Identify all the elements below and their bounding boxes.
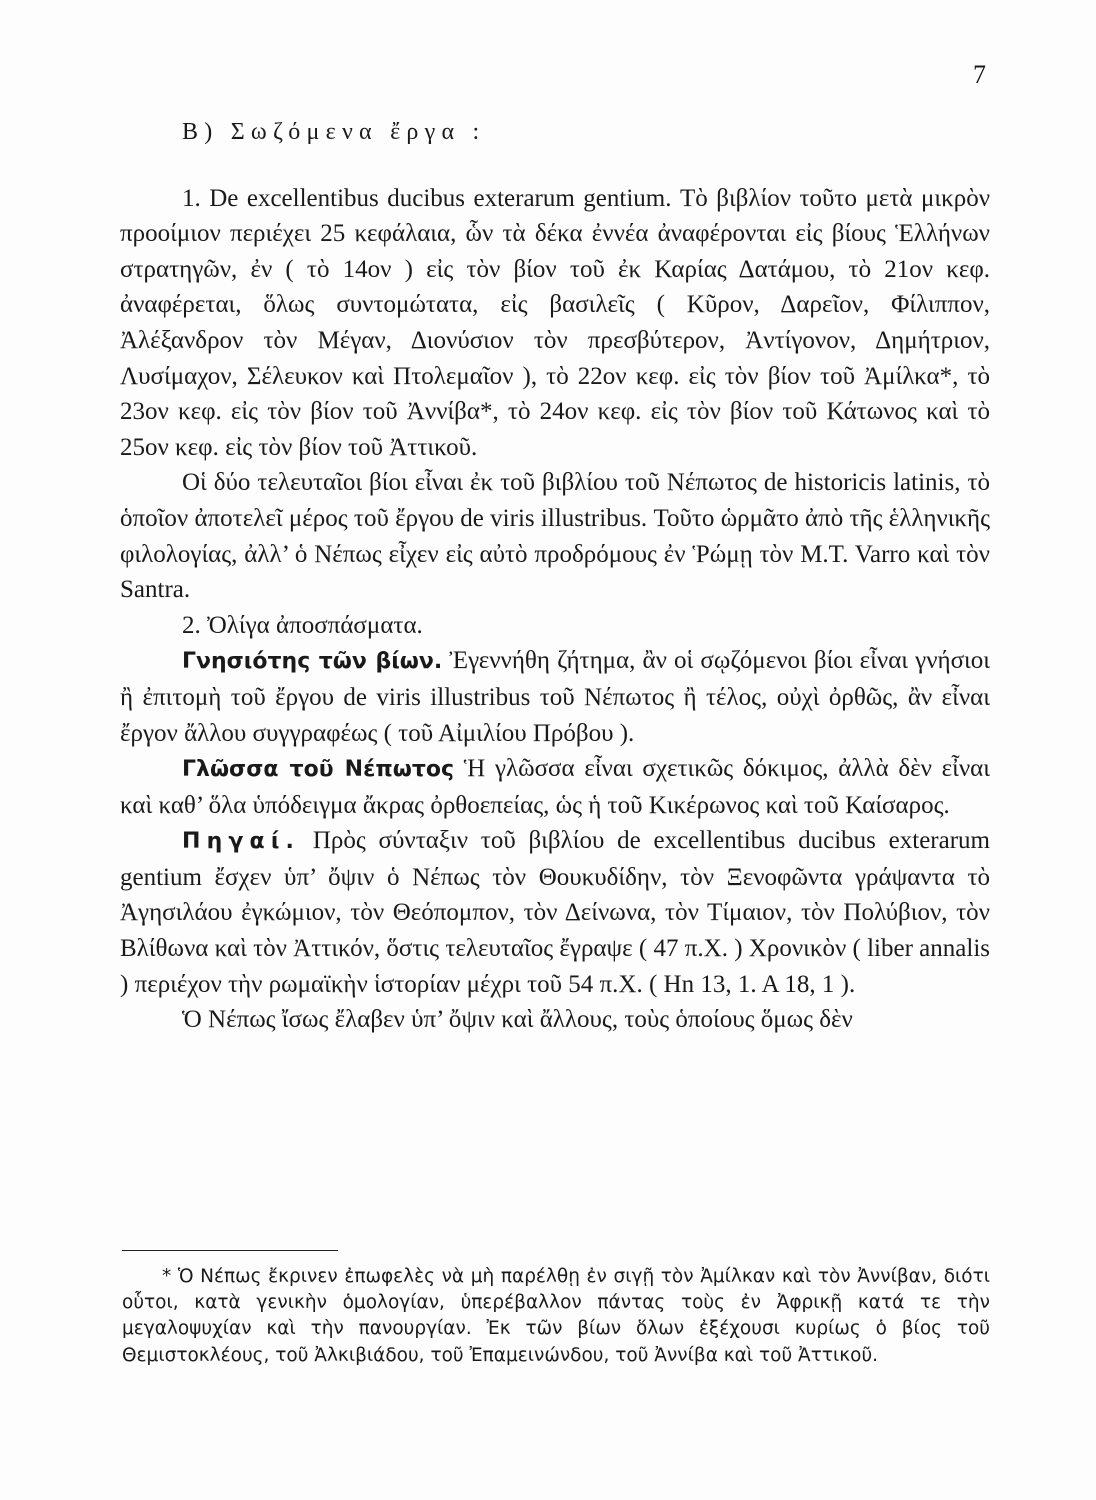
paragraph-5-body: Ἡ γλῶσσα εἶναι σχετικῶς δόκιμος, ἀλλὰ δὲν εἶναι καὶ καθ’ ὅλα ὑπόδειγμα ἄκρας ὀρθοεπείας, ὡς ἡ τοῦ Κικέρωνος καὶ τοῦ Καίσαρος. <box>120 755 991 819</box>
language-heading: Γλῶσσα τοῦ Νέπωτος <box>182 757 455 783</box>
sources-heading: Πηγαί. <box>182 829 301 855</box>
paragraph-3: 2. Ὀλίγα ἀποσπάσματα. <box>182 611 423 639</box>
footnote-block <box>122 1264 990 1369</box>
paragraph-6-body: Πρὸς σύνταξιν τοῦ βιβλίου de excellentibus ducibus exterarum gentium ἔσχεν ὑπ’ ὄψιν ὁ Νέπως τὸν Θουκυδίδην, τὸν Ξενοφῶντα γράψαντα τὸ Ἀγησιλάου ἐγκώμιον, τὸν Θεόπομπον, τὸν Δείνωνα, τὸν Τίμαιον, τὸν Πολύβιον, τὸν Βλίθωνα καὶ τὸν Ἀττικόν, ὅστις τελευταῖος ἔγραψε ( 47 π.Χ. ) Χρονικὸν ( liber annalis ) περιέχον τὴν ρωμαϊκὴν ἱστορίαν μέχρι τοῦ 54 π.Χ. ( Hn 13, 1. A 18, 1 ). <box>120 827 990 998</box>
paragraph-1-body: Τὸ βιβλίον τοῦτο μετὰ μικρὸν προοίμιον περιέχει 25 κεφάλαια, ὧν τὰ δέκα ἐννέα ἀναφέρονται εἰς βίους Ἑλλήνων στρατηγῶν, ἐν ( τὸ 14ον ) εἰς τὸν βίον τοῦ ἐκ Καρίας Δατάμου, τὸ 21ον κεφ. ἀναφέρεται, ὅλως συντομώτατα, εἰς βασιλεῖς ( Κῦρον, Δαρεῖον, Φίλιππον, Ἀλέξανδρον τὸν Μέγαν, Διονύσιον τὸν πρεσβύτερον, Ἀντίγονον, Δημήτριον, Λυσίμαχον, Σέλευκον καὶ Πτολεμαῖον ), τὸ 22ον κεφ. εἰς τὸν βίον τοῦ Ἀμίλκα*, τὸ 23ον κεφ. εἰς τὸν βίον τοῦ Ἀννίβα*, τὸ 24ον κεφ. εἰς τὸν βίον τοῦ Κάτωνος καὶ τὸ 25ον κεφ. εἰς τὸν βίον τοῦ Ἀττικοῦ. <box>120 184 990 461</box>
paragraph-5 <box>120 751 990 823</box>
footnote-divider <box>122 1250 338 1251</box>
section-heading: Β) Σωζόμενα ἔργα : <box>182 119 486 145</box>
paragraph-1 <box>120 181 990 466</box>
work-title: De excellentibus ducibus exterarum gentium. <box>209 184 672 212</box>
paragraph-4-body: Ἐγεννήθη ζήτημα, ἂν οἱ σῳζόμενοι βίοι εἶναι γνήσιοι ἢ ἐπιτομὴ τοῦ ἔργου de viris illustribus τοῦ Νέπωτος ἢ τέλος, οὐχὶ ὀρθῶς, ἂν εἶναι ἔργον ἄλλου συγγραφέως ( τοῦ Αἰμιλίου Πρόβου ). <box>120 647 991 747</box>
paragraph-7: Ὁ Νέπως ἴσως ἔλαβεν ὑπ’ ὄψιν καὶ ἄλλους, τοὺς ὁποίους ὅμως δὲν <box>182 1006 853 1034</box>
paragraph-6 <box>120 823 990 1002</box>
footnote: * Ὁ Νέπως ἔκρινεν ἐπωφελὲς νὰ μὴ παρέλθῃ ἐν σιγῇ τὸν Ἀμίλκαν καὶ τὸν Ἀννίβαν, διότι οὗτοι, κατὰ γενικὴν ὁμολογίαν, ὑπερέβαλλον πάντας τοὺς ἐν Ἀφρικῇ κατά τε τὴν μεγαλοψυχίαν καὶ τὴν πανουργίαν. Ἐκ τῶν βίων ὅλων ἐξέχουσι κυρίως ὁ βίος τοῦ Θεμιστοκλέους, τοῦ Ἀλκιβιάδου, τοῦ Ἐπαμεινώνδου, τοῦ Ἀννίβα καὶ τοῦ Ἀττικοῦ. <box>122 1266 990 1366</box>
main-text <box>120 115 990 1038</box>
page-number: 7 <box>973 60 986 89</box>
item-number: 1. <box>182 184 201 212</box>
authenticity-heading: Γνησιότης τῶν βίων. <box>182 649 443 675</box>
paragraph-4 <box>120 643 990 751</box>
paragraph-2: Οἱ δύο τελευταῖοι βίοι εἶναι ἐκ τοῦ βιβλίου τοῦ Νέπωτος de historicis latinis, τὸ ὁποῖον ἀποτελεῖ μέρος τοῦ ἔργου de viris illustribus. Τοῦτο ὡρμᾶτο ἀπὸ τῆς ἑλληνικῆς φιλολογίας, ἀλλ’ ὁ Νέπως εἶχεν εἰς αὐτὸ προδρόμους ἐν Ῥώμῃ τὸν M.T. Varro καὶ τὸν Santra. <box>120 469 990 604</box>
